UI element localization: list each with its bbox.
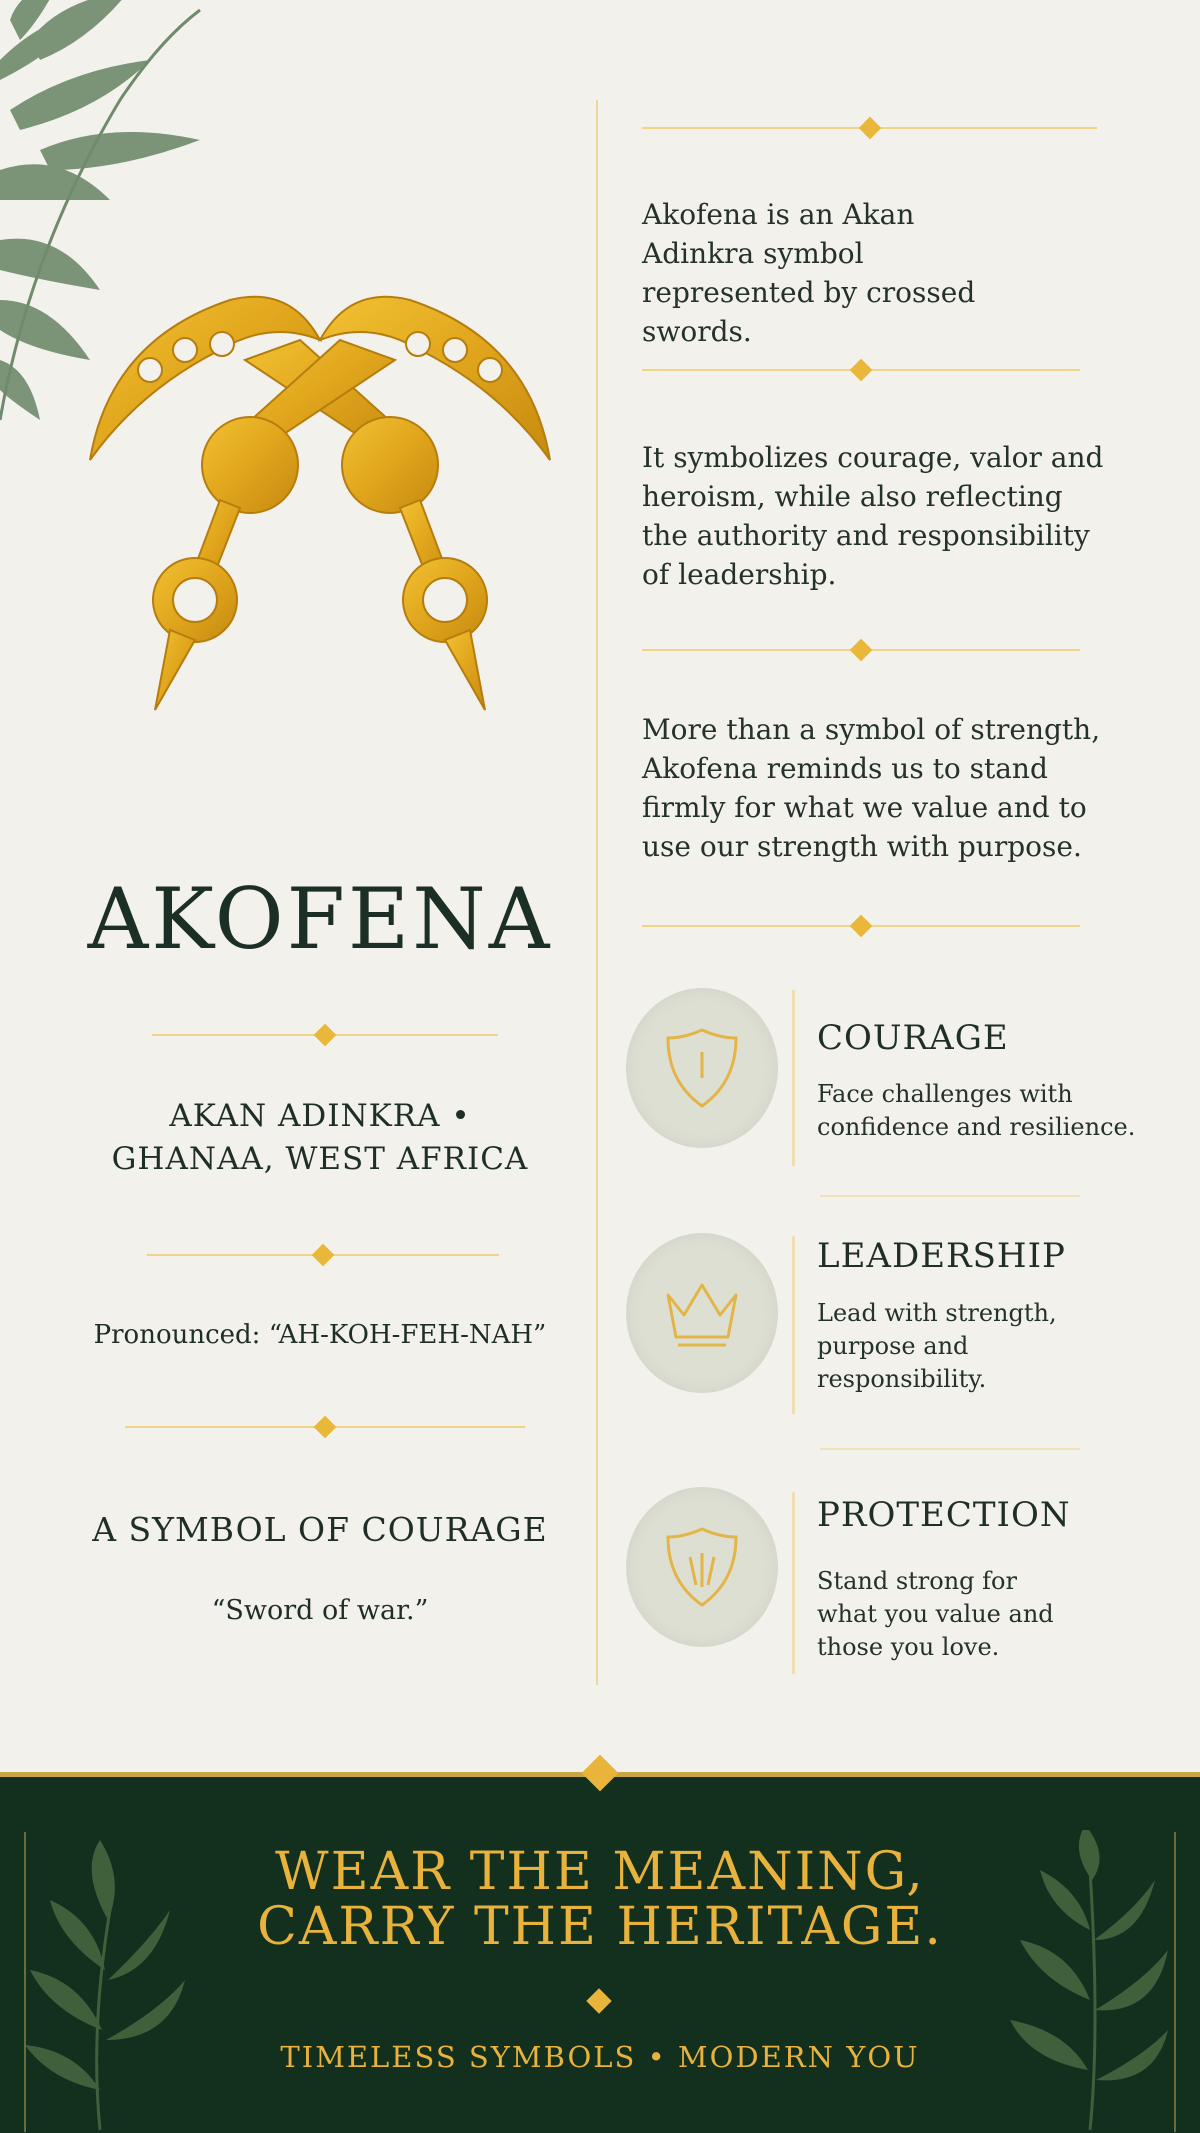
column-divider bbox=[596, 100, 598, 1685]
paragraph-strength: More than a symbol of strength, Akofena reminds us to stand firmly for what we value and to use our strength with purpose. bbox=[642, 713, 1101, 863]
divider bbox=[147, 1245, 499, 1265]
paragraph-meaning: It symbolizes courage, valor and heroism, while also reflecting the authority and responsibility of leadership. bbox=[642, 441, 1104, 591]
value-desc-courage: Face challenges with confidence and resilience. bbox=[817, 1080, 1136, 1141]
footer-headline-text: WEAR THE MEANING, CARRY THE HERITAGE. bbox=[257, 1842, 943, 1957]
paragraph-intro: Akofena is an Akan Adinkra symbol represented by crossed swords. bbox=[642, 198, 976, 348]
value-title-courage: COURAGE bbox=[817, 1018, 1009, 1058]
divider bbox=[642, 118, 1097, 138]
divider bbox=[152, 1025, 498, 1045]
value-bar bbox=[792, 990, 795, 1166]
value-separator bbox=[820, 1448, 1080, 1450]
protection-badge bbox=[626, 1487, 778, 1647]
akofena-symbol-icon bbox=[80, 280, 560, 740]
divider bbox=[642, 360, 1080, 380]
value-title-protection: PROTECTION bbox=[817, 1495, 1071, 1535]
value-title-leadership: LEADERSHIP bbox=[817, 1236, 1066, 1276]
symbol-title: AKOFENA bbox=[87, 870, 553, 968]
divider bbox=[642, 916, 1080, 936]
pronunciation-text: Pronounced: “AH-KOH-FEH-NAH” bbox=[93, 1320, 547, 1350]
crown-icon bbox=[662, 1271, 742, 1355]
origin-text bbox=[60, 1095, 580, 1181]
shield-swords-icon bbox=[662, 1525, 742, 1609]
footer-frame-right bbox=[1174, 1832, 1176, 2132]
divider bbox=[125, 1417, 525, 1437]
origin-line: AKAN ADINKRA • GHANAA, WEST AFRICA bbox=[111, 1098, 529, 1177]
value-desc-protection: Stand strong for what you value and those you love. bbox=[817, 1567, 1054, 1661]
courage-badge bbox=[626, 988, 778, 1148]
divider bbox=[642, 640, 1080, 660]
value-bar bbox=[792, 1492, 795, 1674]
meaning-quote: “Sword of war.” bbox=[211, 1595, 429, 1626]
symbol-subtitle: A SYMBOL OF COURAGE bbox=[92, 1510, 548, 1549]
leadership-badge bbox=[626, 1233, 778, 1393]
footer-headline bbox=[150, 1842, 1050, 1957]
shield-icon bbox=[662, 1026, 742, 1110]
value-separator bbox=[820, 1195, 1080, 1197]
value-bar bbox=[792, 1236, 795, 1414]
footer-tagline: TIMELESS SYMBOLS • MODERN YOU bbox=[280, 2040, 920, 2074]
value-desc-leadership: Lead with strength, purpose and responsibility. bbox=[817, 1299, 1057, 1393]
